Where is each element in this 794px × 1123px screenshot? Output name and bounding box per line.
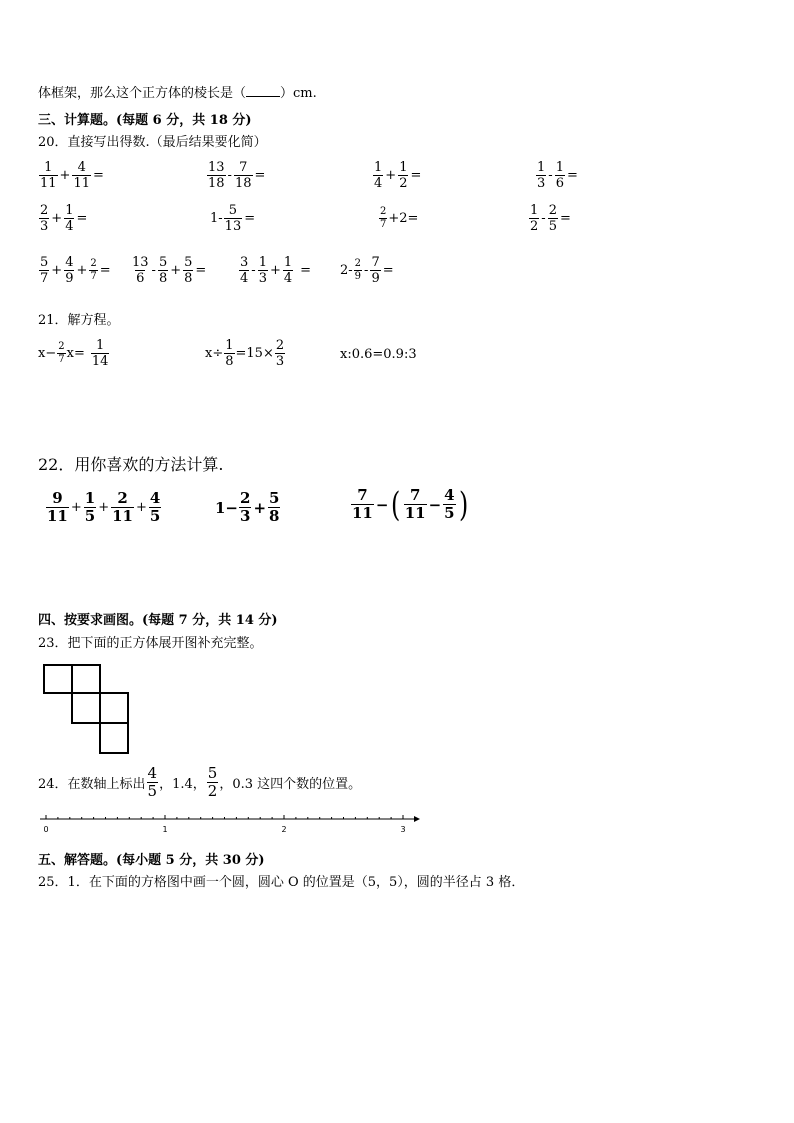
q22-expr-3: $\frac{7}{11}$ − ( $\frac{7}{11}$ − $\frac{4}{5}$ ) [352,484,468,525]
fraction: $\frac{9}{11}$ [47,489,68,525]
q21-title: 21．解方程。 [38,313,120,328]
fraction: $\frac{4}{9}$ [65,255,74,286]
top-line [38,84,317,102]
q24-text: 24．在数轴上标出 $\frac{4}{5}$ ，1.4， $\frac{5}{2}$ ，0.3 这四个数的位置。 [38,764,362,800]
fraction: $\frac{1}{11}$ [40,160,57,191]
q22-title: 22．用你喜欢的方法计算. [38,455,224,474]
top-line-unit: ）cm. [280,86,317,101]
answer-blank[interactable] [246,84,280,97]
q20-expr-11: $\frac{3}{4}$ - $\frac{1}{3}$ + $\frac{1}{4}$ = [240,255,312,286]
net-square [100,693,128,723]
fraction: $\frac{1}{4}$ [65,203,74,234]
q23-title: 23．把下面的正方体展开图补充完整。 [38,636,263,651]
right-paren: ) [458,484,468,525]
q25-title: 25．1．在下面的方格图中画一个圆，圆心 O 的位置是（5，5），圆的半径占 3 格． [38,875,525,890]
fraction: $\frac{2}{3}$ [275,338,285,369]
tick-label: 3 [400,825,406,834]
fraction: $\frac{2}{3}$ [40,203,49,234]
fraction: $\frac{5}{13}$ [224,203,242,234]
top-line-text: 体框架，那么这个正方体的棱长是（ [38,86,247,101]
fraction: $\frac{7}{11}$ [352,486,373,522]
fraction: $\frac{2}{7}$ [90,258,97,282]
fraction: $\frac{1}{8}$ [225,338,234,369]
fraction: $\frac{2}{3}$ [240,489,251,525]
fraction: $\frac{1}{4}$ [374,160,383,191]
q20-expr-7: $\frac{2}{7}$ +2= [380,206,419,230]
fraction: $\frac{7}{18}$ [234,160,252,191]
fraction: $\frac{4}{11}$ [73,160,90,191]
fraction: $\frac{1}{14}$ [91,338,109,369]
fraction: $\frac{1}{5}$ [84,489,96,525]
fraction: $\frac{5}{8}$ [269,489,280,525]
left-paren: ( [391,484,401,525]
fraction: $\frac{1}{3}$ [258,255,267,286]
fraction: $\frac{1}{3}$ [537,160,546,191]
q20-expr-4: $\frac{1}{3}$ - $\frac{1}{6}$ = [537,160,578,191]
fraction: $\frac{13}{6}$ [132,255,149,286]
fraction: $\frac{2}{11}$ [112,489,133,525]
q20-title: 20．直接写出得数.（最后结果要化简） [38,135,267,150]
cube-net-figure [40,662,135,758]
fraction: $\frac{2}{9}$ [354,258,362,282]
fraction: $\frac{1}{2}$ [530,203,539,234]
fraction: $\frac{4}{5}$ [149,489,161,525]
fraction: $\frac{5}{7}$ [40,255,49,286]
fraction: $\frac{1}{4}$ [283,255,293,286]
tick-label: 2 [281,825,287,834]
section3-title: 三、计算题。(每题 6 分，共 18 分) [38,113,252,128]
fraction: $\frac{7}{11}$ [404,486,426,522]
fraction: $\frac{7}{9}$ [371,255,380,286]
fraction: $\frac{5}{2}$ [207,764,218,800]
fraction: $\frac{2}{7}$ [58,341,65,365]
q21-equation-2: x÷ $\frac{1}{8}$ =15× $\frac{2}{3}$ [205,338,285,369]
fraction: $\frac{2}{7}$ [380,206,387,230]
net-square [72,665,100,693]
tick-label: 0 [43,825,49,834]
q20-expr-5: $\frac{2}{3}$ + $\frac{1}{4}$ = [40,203,88,234]
q20-expr-12: 2- $\frac{2}{9}$ - $\frac{7}{9}$ = [340,255,394,286]
q20-expr-10: $\frac{13}{6}$ - $\frac{5}{8}$ + $\frac{5}{8}$ = [132,255,207,286]
net-square [72,693,100,723]
q20-expr-6: 1- $\frac{5}{13}$ = [210,203,256,234]
net-square [100,723,128,753]
fraction: $\frac{5}{8}$ [184,255,193,286]
fraction: $\frac{2}{5}$ [548,203,557,234]
fraction: $\frac{5}{8}$ [158,255,168,286]
q20-expr-9: $\frac{5}{7}$ + $\frac{4}{9}$ + $\frac{2}{7}$ = [40,255,111,286]
q20-expr-1: $\frac{1}{11}$ + $\frac{4}{11}$ = [40,160,104,191]
tick-label: 1 [162,825,168,834]
section4-title: 四、按要求画图。(每题 7 分，共 14 分) [38,613,278,628]
fraction: $\frac{4}{5}$ [147,764,158,800]
section5-title: 五、解答题。(每小题 5 分，共 30 分) [38,853,265,868]
fraction: $\frac{3}{4}$ [240,255,249,286]
q22-expr-1: $\frac{9}{11}$ + $\frac{1}{5}$ + $\frac{2}{11}$ + $\frac{4}{5}$ [47,489,161,525]
q21-equation-1: x− $\frac{2}{7}$ x= $\frac{1}{14}$ [38,338,109,369]
net-square [44,665,72,693]
q20-expr-8: $\frac{1}{2}$ - $\frac{2}{5}$ = [530,203,571,234]
fraction: $\frac{4}{5}$ [444,486,455,522]
q20-expr-3: $\frac{1}{4}$ + $\frac{1}{2}$ = [374,160,422,191]
q21-equation-3: x:0.6=0.9:3 [340,347,417,362]
number-line[interactable] [36,810,426,840]
q22-expr-2: 1− $\frac{2}{3}$ + $\frac{5}{8}$ [215,489,280,525]
fraction: $\frac{13}{18}$ [208,160,225,191]
fraction: $\frac{1}{6}$ [555,160,564,191]
axis-arrow [414,816,420,822]
q20-expr-2: $\frac{13}{18}$ - $\frac{7}{18}$ = [208,160,266,191]
fraction: $\frac{1}{2}$ [399,160,408,191]
